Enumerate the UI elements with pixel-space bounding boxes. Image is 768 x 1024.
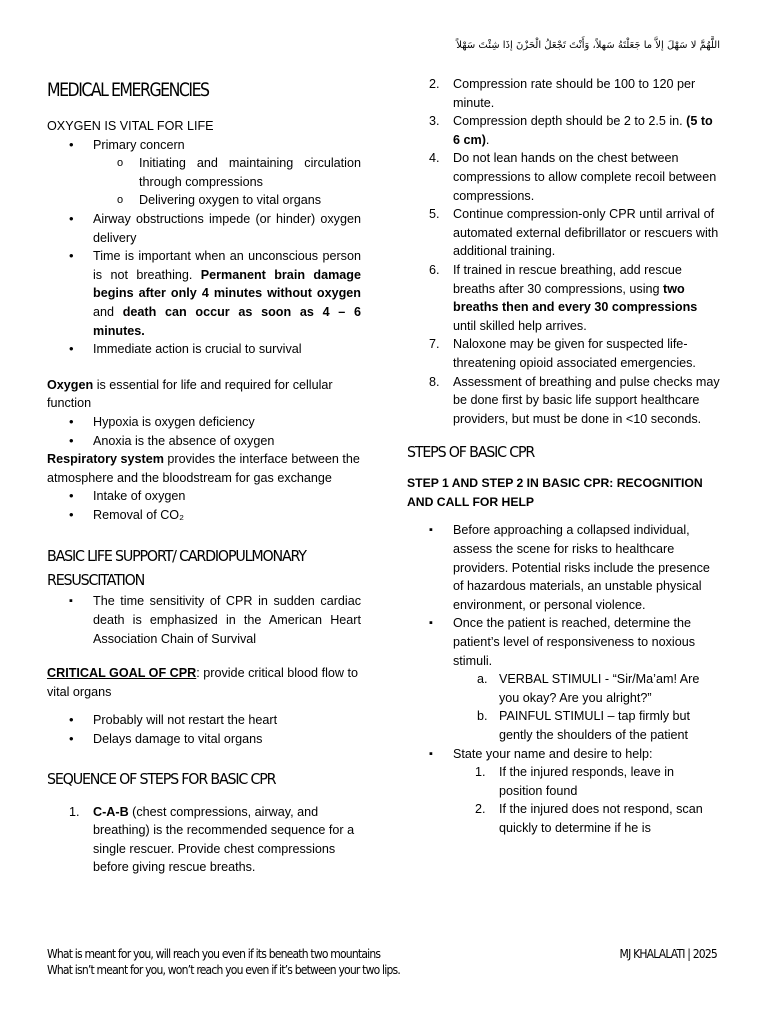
and-text: and bbox=[93, 304, 123, 319]
item-text: If trained in rescue breathing, add rescue breaths after 30 compressions, using bbox=[453, 262, 682, 296]
response-list bbox=[453, 763, 720, 837]
list-item bbox=[93, 247, 361, 340]
item-bold: (5 to 6 cm) bbox=[453, 114, 713, 147]
list-item bbox=[429, 149, 720, 205]
respiratory-paragraph bbox=[47, 450, 361, 487]
state-text: State your name and desire to help: bbox=[453, 746, 653, 761]
list-item: o Delivering oxygen to vital organs bbox=[139, 191, 361, 210]
critical-goal-paragraph bbox=[47, 664, 361, 701]
bls-heading: BASIC LIFE SUPPORT/ CARDIOPULMONARY RESUSCITATION bbox=[47, 547, 306, 590]
stimuli-list bbox=[453, 670, 720, 744]
critical-goal-rest: : provide critical blood flow to vital organs bbox=[47, 666, 358, 699]
sequence-list-right bbox=[407, 75, 720, 428]
oxygen-rest: is essential for life and required for cellular function bbox=[47, 377, 333, 411]
item-letter: a. bbox=[477, 672, 488, 687]
primary-list bbox=[47, 136, 361, 359]
list-item: • Hypoxia is oxygen deficiency bbox=[93, 413, 361, 432]
item-letter: b. bbox=[477, 709, 488, 724]
sub-list bbox=[93, 154, 361, 210]
steps-heading: STEPS OF BASIC CPR bbox=[407, 443, 535, 462]
oxygen-vital-heading: OXYGEN IS VITAL FOR LIFE bbox=[47, 119, 214, 133]
item-number: 4. bbox=[429, 151, 440, 166]
sequence-heading: SEQUENCE OF STEPS FOR BASIC CPR bbox=[47, 769, 276, 788]
list-item bbox=[93, 136, 361, 210]
respiratory-list bbox=[47, 487, 361, 524]
page-title: MEDICAL EMERGENCIES bbox=[47, 79, 209, 101]
no-response-text: If the injured does not respond, scan quickly to determine if he is bbox=[499, 802, 703, 835]
item-text: Assessment of breathing and pulse checks may be done first by basic life support healthcare providers, but must be done in <10 seconds. bbox=[453, 374, 720, 426]
bls-list bbox=[47, 592, 361, 648]
footer-credit: MJ KHALALATI | 2025 bbox=[619, 947, 717, 961]
left-column bbox=[47, 78, 361, 877]
list-item bbox=[475, 800, 720, 837]
list-item bbox=[429, 205, 720, 261]
item-tail: . bbox=[485, 132, 490, 147]
list-item: • Immediate action is crucial to survival bbox=[93, 340, 361, 359]
item-bold: two breaths then and every 30 compressions bbox=[453, 281, 698, 315]
item-number: 1. bbox=[69, 804, 80, 819]
time-text: Time is important when an unconscious person is not breathing. bbox=[93, 249, 361, 282]
page-footer bbox=[47, 946, 717, 978]
resp-rest: provides the interface between the atmosphere and the bloodstream for gas exchange bbox=[47, 452, 360, 485]
verbal-stimuli-text: VERBAL STIMULI - “Sir/Ma’am! Are you okay? Are you alright?” bbox=[499, 672, 700, 705]
item-text: Naloxone may be given for suspected life-threatening opioid associated emergencies. bbox=[453, 337, 696, 370]
once-text: Once the patient is reached, determine the patient’s level of responsiveness to noxious stimuli. bbox=[453, 616, 695, 668]
list-item bbox=[453, 745, 720, 838]
list-item bbox=[429, 112, 720, 149]
item-number: 5. bbox=[429, 207, 440, 222]
list-item: o Initiating and maintaining circulation through compressions bbox=[139, 154, 361, 191]
recognition-list bbox=[407, 521, 720, 837]
list-item bbox=[69, 803, 361, 877]
step12-heading: STEP 1 AND STEP 2 IN BASIC CPR: RECOGNITION AND CALL FOR HELP bbox=[407, 476, 703, 509]
list-item: • Removal of CO₂ bbox=[93, 506, 361, 525]
list-item bbox=[477, 707, 720, 744]
item-number: 2. bbox=[475, 802, 486, 817]
list-item bbox=[429, 261, 720, 335]
cab-rest: (chest compressions, airway, and breathing) is the recommended sequence for a single rescuer. Provide chest compressions before giving rescue breaths. bbox=[93, 804, 355, 875]
oxygen-bold: Oxygen bbox=[47, 377, 94, 392]
item-number: 2. bbox=[429, 77, 440, 91]
item-number: 7. bbox=[429, 337, 440, 352]
list-item: • Probably will not restart the heart bbox=[93, 711, 361, 730]
brain-damage-text: Permanent brain damage begins after only 4 minutes without oxygen bbox=[93, 267, 361, 301]
critical-goal-label: CRITICAL GOAL OF CPR bbox=[47, 666, 197, 681]
item-text: Do not lean hands on the chest between compressions to allow complete recoil between compressions. bbox=[453, 151, 717, 203]
responds-text: If the injured responds, leave in position found bbox=[499, 765, 675, 798]
right-column bbox=[407, 75, 720, 838]
list-item bbox=[429, 75, 720, 112]
list-item bbox=[429, 335, 720, 372]
item-number: 3. bbox=[429, 114, 440, 129]
sequence-list-left bbox=[47, 803, 361, 877]
footer-quote-line2: What isn’t meant for you, won’t reach you even if it’s between your two lips. bbox=[47, 963, 400, 977]
list-item: ▪ The time sensitivity of CPR in sudden cardiac death is emphasized in the American Heart Association Chain of Survival bbox=[93, 592, 361, 648]
footer-quote-line1: What is meant for you, will reach you even if its beneath two mountains bbox=[47, 947, 381, 961]
oxygen-list bbox=[47, 413, 361, 450]
death-text: death can occur as soon as 4 – 6 minutes. bbox=[93, 304, 362, 338]
list-item: • Airway obstructions impede (or hinder) oxygen delivery bbox=[93, 210, 361, 247]
list-item: • Anoxia is the absence of oxygen bbox=[93, 432, 361, 451]
painful-stimuli-text: PAINFUL STIMULI – tap firmly but gently the shoulders of the patient bbox=[499, 709, 691, 742]
critical-list bbox=[47, 711, 361, 748]
list-item: • Delays damage to vital organs bbox=[93, 730, 361, 749]
oxygen-paragraph bbox=[47, 376, 361, 413]
arabic-dua-header: اللَّهُمَّ لا سَهْلَ إلاَّ ما جَعَلْتَهُ سَهلاً، وَأَنْتَ تَجْعَلُ الْحَزْنَ إذَا شِئْتَ سَهْلاً bbox=[456, 40, 720, 51]
item-text: Continue compression-only CPR until arrival of automated external defibrillator or rescuers with additional training. bbox=[453, 207, 719, 259]
resp-bold: Respiratory system bbox=[47, 452, 164, 467]
list-item bbox=[477, 670, 720, 707]
item-number: 6. bbox=[429, 262, 440, 277]
item-text: Compression rate should be 100 to 120 per minute. bbox=[453, 77, 696, 110]
list-item: ▪ Before approaching a collapsed individual, assess the scene for risks to healthcare providers. Potential risks include the presence of hazardous materials, an unstable physical environment, or personal violence. bbox=[453, 521, 720, 614]
list-item bbox=[429, 373, 720, 429]
item-tail: until skilled help arrives. bbox=[453, 318, 587, 333]
cab-bold: C-A-B bbox=[93, 804, 129, 819]
primary-concern-text: Primary concern bbox=[93, 137, 185, 152]
item-text: Compression depth should be 2 to 2.5 in. bbox=[453, 114, 687, 129]
list-item: • Intake of oxygen bbox=[93, 487, 361, 506]
item-number: 1. bbox=[475, 765, 486, 780]
list-item bbox=[453, 614, 720, 744]
list-item bbox=[475, 763, 720, 800]
item-number: 8. bbox=[429, 374, 440, 389]
